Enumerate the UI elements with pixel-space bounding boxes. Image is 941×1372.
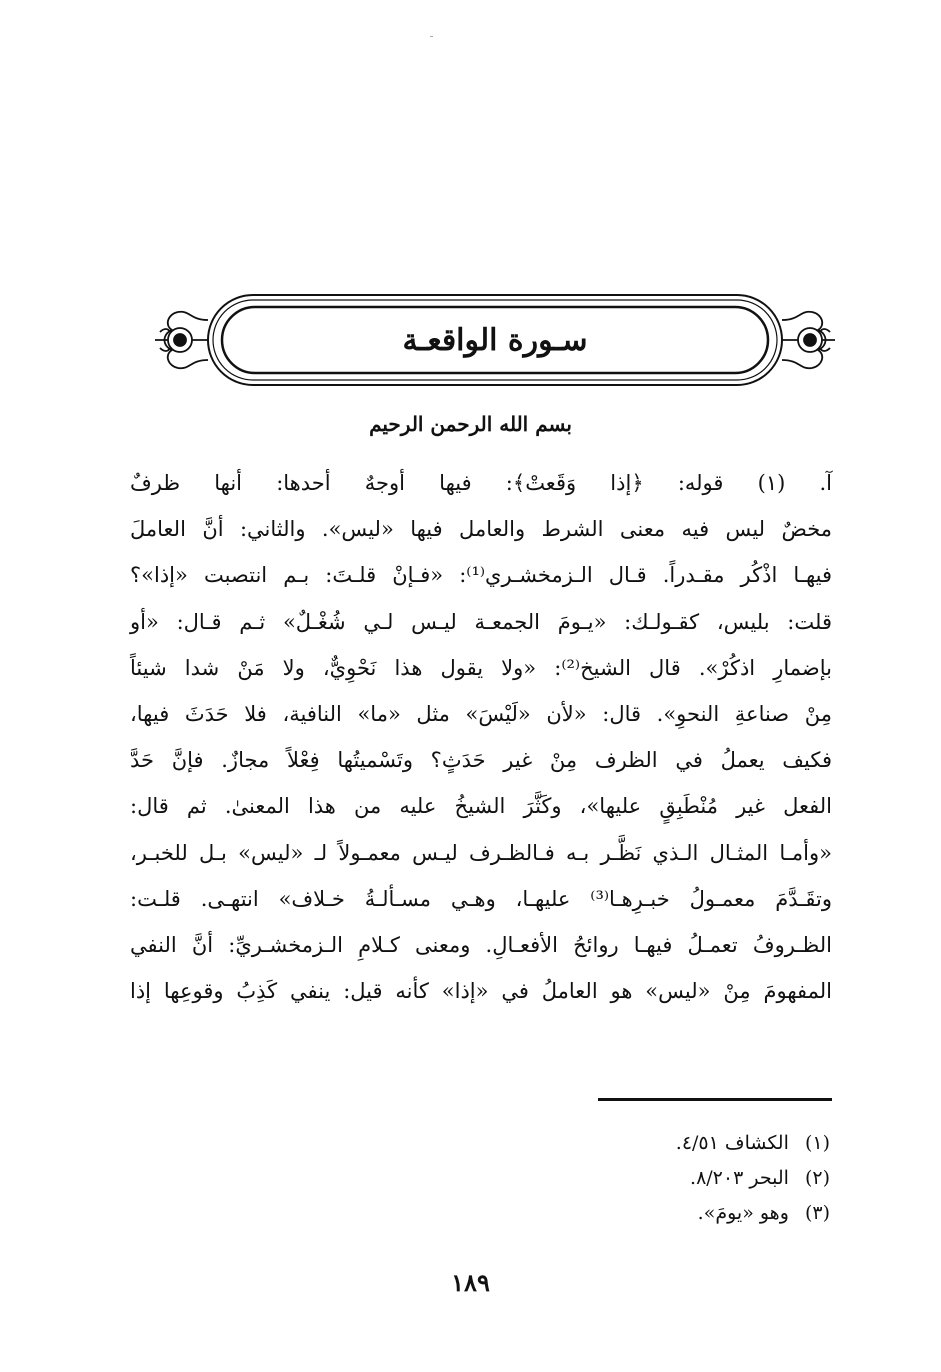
- body-line: فكيف يعملُ في الظرف مِنْ غير حَدَثٍ؟ وتَسْميتُها فِعْلاً مجازٌ. فإنَّ حَدَّ: [130, 748, 832, 773]
- body-line: بإضمارِ اذكُرْ». قال الشيخ⁽²⁾: «ولا يقول هذا نَحْوِيٌّ، ولا مَنْ شدا شيئاً: [130, 655, 832, 680]
- body-line: الفعل غير مُنْطَبِقٍ عليها»، وكَثَّرَ الشيخُ عليه من هذا المعنىٰ. ثم قال:: [130, 794, 832, 819]
- page-number: ١٨٩: [451, 1268, 490, 1297]
- footnote-number: (٢): [804, 1167, 830, 1189]
- footnote-text: الكشاف ٤/٥١.: [675, 1132, 789, 1154]
- body-line: مِنْ صناعةِ النحوِ». قال: «لأن «لَيْسَ» مثل «ما» النافية، فلا حَدَثَ فيها،: [130, 701, 832, 726]
- body-line: مخضٌ ليس فيه معنى الشرط والعامل فيها «ليس». والثاني: أنَّ العاملَ: [130, 517, 832, 542]
- surah-title: سـورة الواقعـة: [402, 322, 588, 358]
- footnote: [400, 1161, 832, 1196]
- footnote-text: البحر ٨/٢٠٣.: [690, 1167, 789, 1189]
- body-line: وتقَـدَّمَ معمـولُ خبـرِهـا⁽³⁾ عليهـا، وهـي مسـألـةُ خـلاف» انتهـى. قلـت:: [130, 886, 832, 911]
- body-line: قلت: بليس، كقـولـك: «يـومَ الجمعـة ليـس لـي شُغْـلٌ» ثـم قـال: «أو: [130, 609, 832, 634]
- surah-title-frame: [150, 290, 840, 390]
- scan-mark: [430, 36, 433, 37]
- footnote: [400, 1126, 832, 1161]
- basmala: بسم الله الرحمن الرحيم: [369, 412, 572, 436]
- body-line: آ. (١) قوله: ﴿إذا وَقَعتْ﴾: فيها أوجهٌ أحدها: أنها ظرفٌ: [130, 471, 832, 495]
- body-line: المفهومَ مِنْ «ليس» هو العاملُ في «إذا» كأنه قيل: ينفي كَذِبُ وقوعِها إذا: [130, 979, 832, 1004]
- footnote-number: (١): [804, 1132, 830, 1154]
- body-line: الظـروفُ تعمـلُ فيهـا روائحُ الأفعـالِ. ومعنى كـلامِ الـزمخشـريِّ: أنَّ النفي: [130, 932, 832, 957]
- body-line: فيهـا اذْكُر مقـدراً. قـال الـزمخشـري⁽¹⁾: «فـإنْ قلـتَ: بـم انتصبت «إذا»؟: [130, 563, 833, 588]
- footnote: [400, 1196, 832, 1231]
- footnote-number: (٣): [804, 1202, 830, 1224]
- body-line: «وأمـا المثـال الـذي نَظَّـر بـه فـالظـرف ليـس معمـولاً لـ «ليس» بـل للخبـر،: [130, 840, 832, 865]
- body-text: [130, 460, 832, 1014]
- footnotes: [400, 1126, 832, 1231]
- footnote-divider: [598, 1098, 832, 1101]
- footnote-text: وهو «يومَ».: [697, 1202, 789, 1224]
